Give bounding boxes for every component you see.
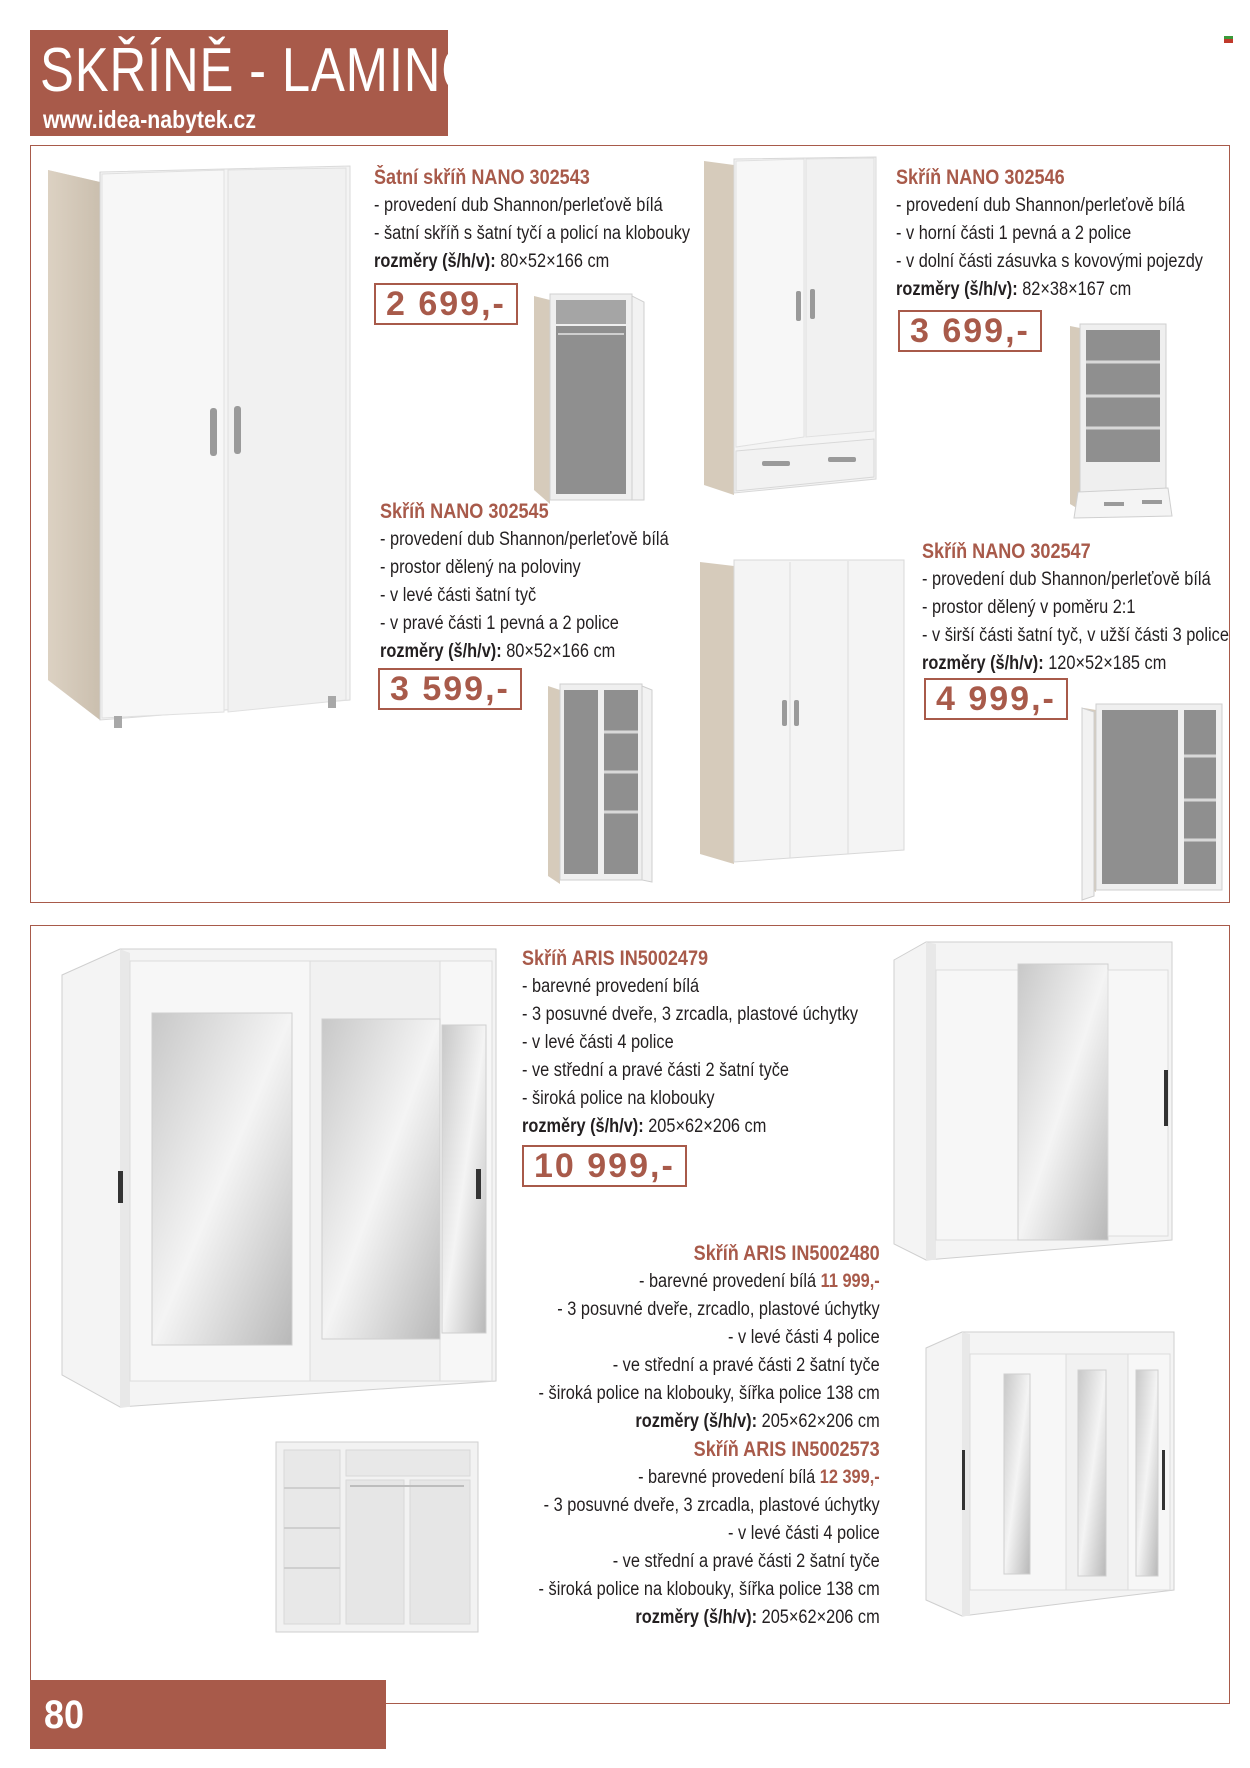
product-dimensions: rozměry (š/h/v): 205×62×206 cm [635,1607,880,1628]
product-feature: - široká police na klobouky [522,1088,715,1109]
wardrobe-302543-image [40,160,360,720]
price-in5002479: 10 999,- [522,1145,687,1187]
wardrobe-302547-image [698,558,908,870]
product-feature: - provedení dub Shannon/perleťově bílá [896,195,1185,216]
price-in5002573: 12 399,- [820,1467,880,1488]
product-302545 [380,498,669,666]
website-url: www.idea-nabytek.cz [43,106,256,134]
product-feature: - široká police na klobouky, šířka police 138 cm [538,1383,880,1404]
product-in5002479 [522,945,858,1141]
product-title: Skříň NANO 302547 [922,540,1091,563]
wardrobe-302545-open-image [546,680,656,890]
price-302543: 2 699,- [374,283,518,325]
product-feature: - provedení dub Shannon/perleťově bílá [374,195,663,216]
product-dimensions: rozměry (š/h/v): 80×52×166 cm [380,641,616,662]
product-in5002573 [539,1436,880,1632]
product-302546 [896,164,1203,304]
product-feature: - 3 posuvné dveře, 3 zrcadla, plastové úchytky [543,1495,880,1516]
product-feature: - v levé části 4 police [728,1523,880,1544]
corner-mark-icon [1224,36,1233,43]
product-feature: - barevné provedení bílá [522,976,700,997]
product-title: Skříň ARIS IN5002479 [522,947,709,970]
product-dimensions: rozměry (š/h/v): 205×62×206 cm [522,1116,767,1137]
product-dimensions: rozměry (š/h/v): 205×62×206 cm [635,1411,880,1432]
wardrobe-302547-open-image [1082,700,1232,900]
product-title: Skříň ARIS IN5002573 [693,1438,880,1461]
wardrobe-in5002479-open-image [274,1440,480,1636]
product-in5002480 [539,1240,880,1436]
product-feature: - ve střední a pravé části 2 šatní tyče [522,1060,790,1081]
product-feature: - barevné provedení bílá 11 999,- [639,1271,880,1292]
product-feature: - ve střední a pravé části 2 šatní tyče [612,1355,880,1376]
wardrobe-302543-open-image [530,290,650,510]
wardrobe-302546-open-image [1068,320,1178,520]
product-feature: - 3 posuvné dveře, 3 zrcadla, plastové úchytky [522,1004,859,1025]
product-feature: - prostor dělený na poloviny [380,557,581,578]
product-feature: - prostor dělený v poměru 2:1 [922,597,1136,618]
price-302547: 4 999,- [924,678,1068,720]
product-feature: - v levé části šatní tyč [380,585,537,606]
product-title: Skříň NANO 302545 [380,500,549,523]
product-title: Skříň NANO 302546 [896,166,1065,189]
product-feature: - provedení dub Shannon/perleťově bílá [922,569,1211,590]
product-feature: - provedení dub Shannon/perleťově bílá [380,529,669,550]
product-dimensions: rozměry (š/h/v): 82×38×167 cm [896,279,1132,300]
product-feature: - v širší části šatní tyč, v užší části 3 police [922,625,1229,646]
product-302547 [922,538,1229,678]
price-in5002480: 11 999,- [820,1271,880,1292]
wardrobe-in5002573-image [924,1330,1176,1620]
product-dimensions: rozměry (š/h/v): 80×52×166 cm [374,251,610,272]
product-302543 [374,164,690,276]
product-title: Skříň ARIS IN5002480 [693,1242,880,1265]
product-feature: - široká police na klobouky, šířka police 138 cm [538,1579,880,1600]
wardrobe-in5002479-image [60,945,496,1415]
product-feature: - v dolní části zásuvka s kovovými pojezdy [896,251,1203,272]
product-title: Šatní skříň NANO 302543 [374,166,590,189]
product-dimensions: rozměry (š/h/v): 120×52×185 cm [922,653,1167,674]
page-title: SKŘÍNĚ - LAMINO [40,36,482,105]
product-feature: - ve střední a pravé části 2 šatní tyče [612,1551,880,1572]
price-302545: 3 599,- [378,668,522,710]
product-feature: - šatní skříň s šatní tyčí a policí na klobouky [374,223,691,244]
wardrobe-302546-image [700,155,880,505]
product-feature: - 3 posuvné dveře, zrcadlo, plastové úchytky [557,1299,880,1320]
page-number: 80 [44,1693,85,1737]
product-feature: - v levé části 4 police [728,1327,880,1348]
product-feature: - barevné provedení bílá 12 399,- [638,1467,880,1488]
wardrobe-in5002480-image [892,940,1174,1266]
product-feature: - v pravé části 1 pevná a 2 police [380,613,619,634]
price-302546: 3 699,- [898,310,1042,352]
product-feature: - v horní části 1 pevná a 2 police [896,223,1132,244]
product-feature: - v levé části 4 police [522,1032,674,1053]
